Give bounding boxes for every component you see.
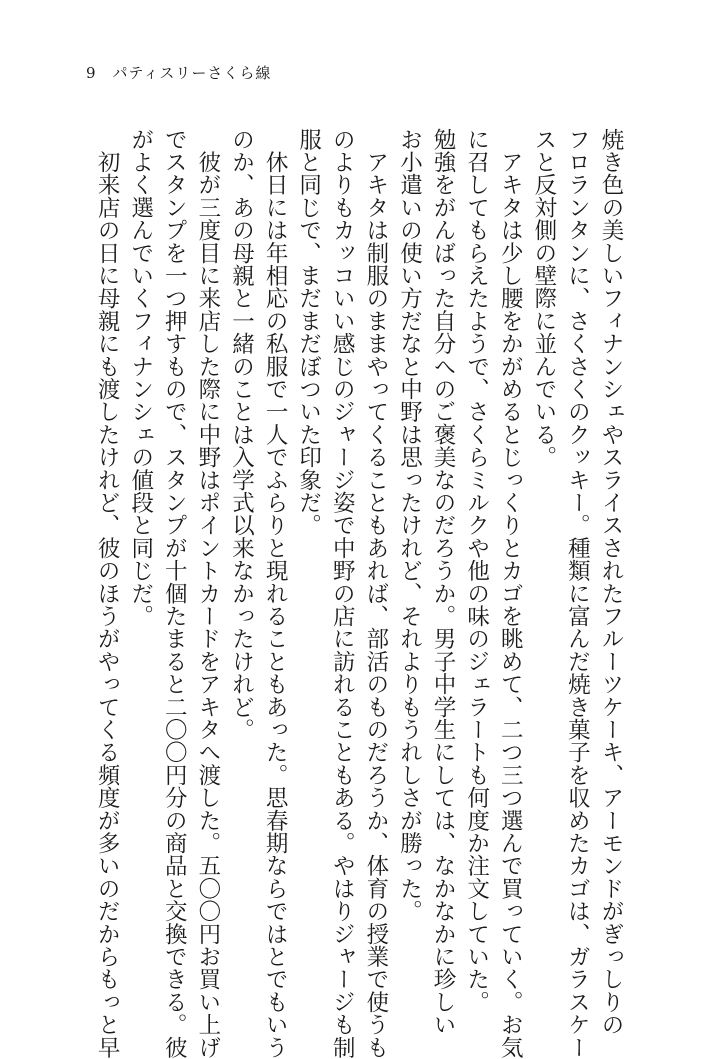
text-line: アキタは制服のままやってくることもあれば、部活のものだろうか、体育の授業で使うも (362, 128, 389, 1059)
text-line: のよりもカッコいい感じのジャージ姿で中野の店に訪れることもある。やはりジャージも制 (329, 128, 356, 1059)
text-line: のか、あの母親と一緒のことは入学式以来なかったけれど。 (228, 128, 255, 741)
text-line: 焼き色の美しいフィナンシェやスライスされたフルーツケーキ、アーモンドがぎっしりの (598, 128, 624, 1036)
page-number: 9 (86, 64, 97, 82)
running-title: パティスリーさくら線 (112, 64, 272, 82)
vertical-body-text (94, 128, 627, 1059)
text-line: フロランタンに、さくさくのクッキー。種類に富んだ焼き菓子を収めたカゴは、ガラスケー (564, 128, 591, 1059)
text-line: がよく選んでいくフィナンシェの値段と同じだ。 (127, 128, 154, 628)
text-line: 服と同じで、まだまだぼついた印象だ。 (295, 128, 322, 537)
running-header (86, 62, 271, 83)
text-line: お小遣いの使い方だなと中野は思ったけれど、それよりもうれしさが勝った。 (396, 128, 423, 923)
text-line: 初来店の日に母親にも渡したけれど、彼のほうがやってくる頻度が多いのだからもっと早 (94, 128, 121, 1059)
text-line: 彼が三度目に来店した際に中野はポイントカードをアキタへ渡した。五〇〇円お買い上げ (194, 128, 221, 1059)
text-line: 休日には年相応の私服で一人でふらりと現れることもあった。思春期ならではとでもいう (262, 128, 289, 1059)
text-line: アキタは少し腰をかがめるとじっくりとカゴを眺めて、二つ三つ選んで買っていく。お気 (497, 128, 524, 1059)
text-line: 勉強をがんばった自分へのご褒美なのだろうか。男子中学生にしては、なかなかに珍しい (430, 128, 457, 1036)
text-line: に召してもらえたようで、さくらミルクや他の味のジェラートも何度か注文していた。 (463, 128, 490, 1014)
text-line: でスタンプを一つ押すもので、スタンプが十個たまると二〇〇円分の商品と交換できる。彼 (161, 128, 188, 1059)
text-line: スと反対側の壁際に並んでいる。 (530, 128, 557, 469)
